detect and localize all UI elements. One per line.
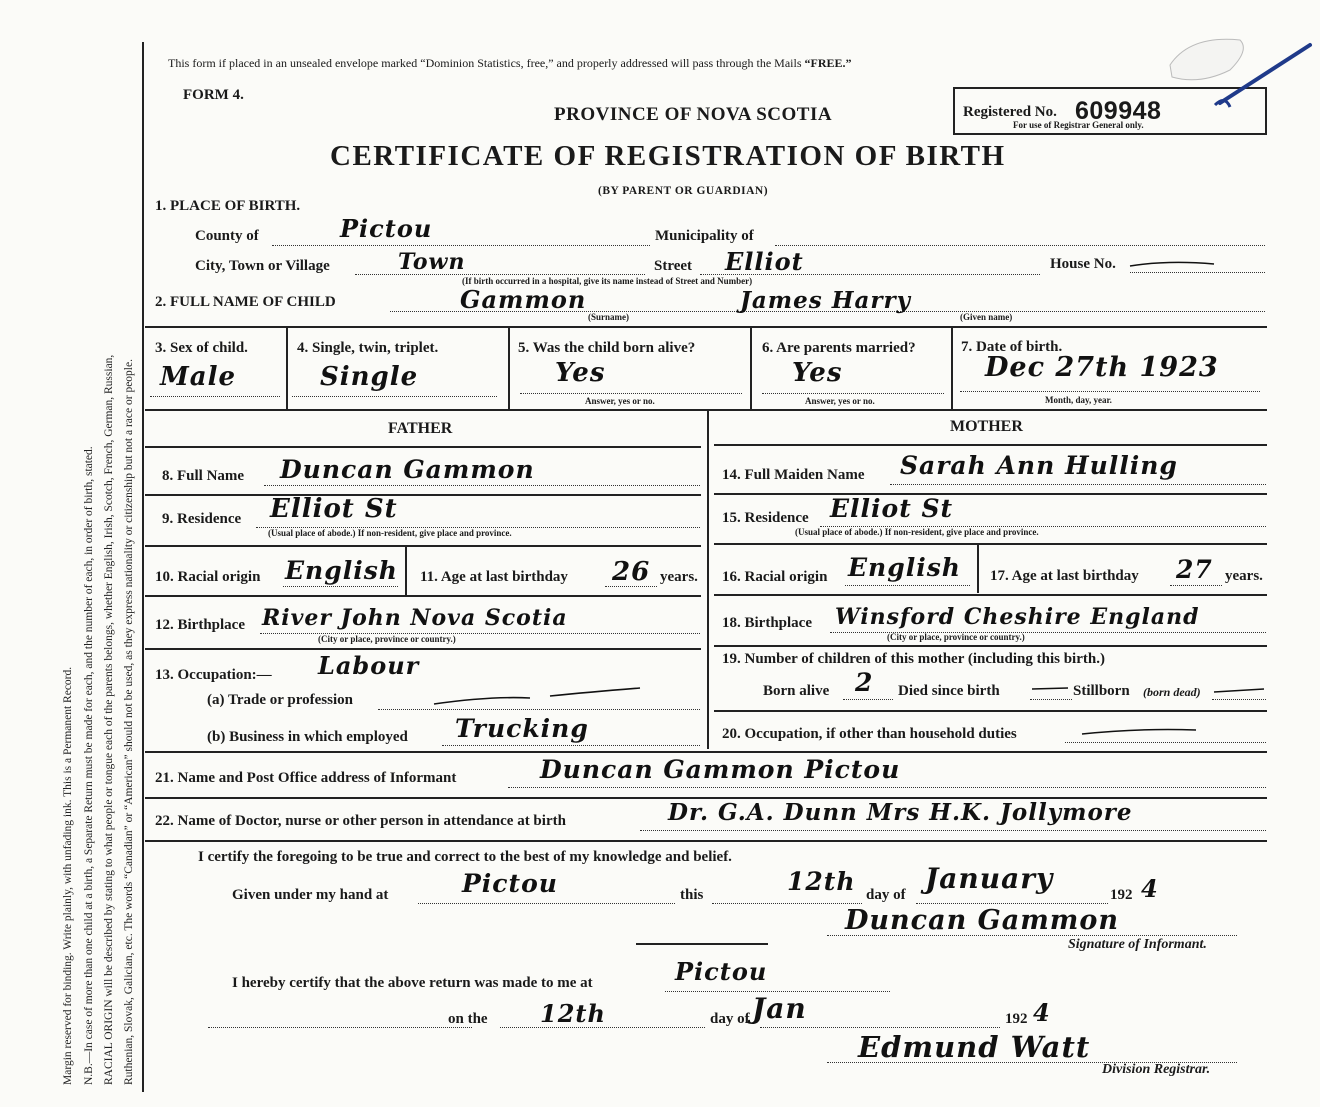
sex-value: Male — [160, 362, 237, 392]
registrar-month-value: Jan — [752, 992, 807, 1025]
father-birthplace-note: (City or place, province or country.) — [318, 634, 456, 644]
mother-residence-value: Elliot St — [830, 494, 954, 523]
child-surname-value: Gammon — [460, 285, 587, 314]
doctor-label: 22. Name of Doctor, nurse or other person in attendance at birth — [155, 813, 566, 829]
city-label: City, Town or Village — [195, 258, 330, 274]
registered-label: Registered No. — [963, 104, 1057, 120]
county-label: County of — [195, 228, 259, 244]
given-note: (Given name) — [960, 312, 1013, 322]
sex-label: 3. Sex of child. — [155, 340, 248, 356]
child-name-label: 2. FULL NAME OF CHILD — [155, 294, 336, 310]
mother-heading: MOTHER — [950, 418, 1023, 435]
occupation-label: 13. Occupation:— — [155, 667, 272, 683]
registrar-year-digit: 4 — [1033, 998, 1051, 1027]
registrar-day-value: 12th — [540, 999, 606, 1028]
mother-racial-value: English — [848, 553, 961, 582]
registrar-on-label: on the — [448, 1011, 488, 1027]
mother-racial-label: 16. Racial origin — [722, 569, 828, 585]
father-residence-value: Elliot St — [270, 494, 398, 524]
dob-value: Dec 27th 1923 — [985, 352, 1219, 383]
mother-name-label: 14. Full Maiden Name — [722, 467, 865, 483]
born-alive-label: Born alive — [763, 683, 830, 699]
given-month-value: January — [925, 862, 1054, 895]
father-birthplace-label: 12. Birthplace — [155, 617, 245, 633]
registrar-year-prefix: 192 — [1005, 1011, 1028, 1027]
child-given-value: James Harry — [740, 287, 911, 314]
mother-abode-note: (Usual place of abode.) If non-resident, give place and province. — [795, 527, 1039, 537]
ink-marks — [1160, 25, 1320, 115]
father-residence-label: 9. Residence — [162, 511, 242, 527]
house-label: House No. — [1050, 256, 1116, 272]
given-day-value: 12th — [787, 867, 856, 896]
mother-years-label: years. — [1225, 568, 1263, 584]
surname-note: (Surname) — [588, 312, 629, 322]
registrar-dayof-label: day of — [710, 1011, 750, 1027]
certify-text: I certify the foregoing to be true and correct to the best of my knowledge and belief. — [198, 849, 732, 865]
father-age-label: 11. Age at last birthday — [420, 569, 568, 585]
registrar-place-value: Pictou — [675, 957, 768, 986]
margin-racial-note: RACIAL ORIGIN will be described by stating to what people or tongue each of the parents belongs, whether English, Irish, Scotch, French, German, Russian, — [103, 354, 115, 1085]
trade-label: (a) Trade or profession — [207, 692, 353, 708]
occupation-value: Labour — [318, 651, 420, 680]
registrar-signature-caption: Division Registrar. — [1102, 1062, 1211, 1077]
dob-note: Month, day, year. — [1045, 395, 1112, 405]
place-section-label: 1. PLACE OF BIRTH. — [155, 198, 301, 214]
business-label: (b) Business in which employed — [207, 729, 408, 745]
given-dayof-label: day of — [866, 887, 906, 903]
mother-occupation-label: 20. Occupation, if other than household duties — [722, 726, 1017, 742]
mother-residence-label: 15. Residence — [722, 510, 809, 526]
certificate-title: CERTIFICATE OF REGISTRATION OF BIRTH — [330, 140, 1006, 172]
city-value: Town — [398, 249, 466, 275]
margin-nb-note: N.B.—In case of more than one child at a birth, a Separate Return must be made for each, and the number of each, in order of birth, stated. — [83, 446, 95, 1085]
children-count-label: 19. Number of children of this mother (including this birth.) — [722, 651, 1105, 667]
stillborn-label: Stillborn — [1073, 683, 1130, 699]
alive-note: Answer, yes or no. — [585, 396, 655, 406]
married-note: Answer, yes or no. — [805, 396, 875, 406]
informant-signature-caption: Signature of Informant. — [1068, 937, 1207, 952]
alive-label: 5. Was the child born alive? — [518, 340, 696, 356]
street-label: Street — [654, 258, 693, 274]
dob-label: 7. Date of birth. — [961, 339, 1063, 355]
margin-binding-note: Margin reserved for binding. Write plainly, with unfading ink. This is a Permanent Record. — [62, 666, 74, 1085]
plurality-label: 4. Single, twin, triplet. — [297, 340, 439, 356]
stillborn-note: (born dead) — [1143, 685, 1201, 699]
father-racial-value: English — [285, 556, 398, 585]
mother-birthplace-note: (City or place, province or country.) — [887, 632, 1025, 642]
mail-free: “FREE.” — [804, 56, 852, 70]
registrar-certify-text: I hereby certify that the above return was made to me at — [232, 975, 593, 991]
hospital-note: (If birth occurred in a hospital, give its name instead of Street and Number) — [462, 276, 753, 286]
born-alive-value: 2 — [855, 668, 874, 697]
this-label: this — [680, 887, 704, 903]
given-under-label: Given under my hand at — [232, 887, 389, 903]
registrar-signature: Edmund Watt — [858, 1030, 1091, 1064]
informant-label: 21. Name and Post Office address of Informant — [155, 770, 457, 786]
mother-name-value: Sarah Ann Hulling — [900, 451, 1178, 480]
married-value: Yes — [792, 358, 843, 388]
given-year-prefix: 192 — [1110, 887, 1133, 903]
father-name-label: 8. Full Name — [162, 468, 245, 484]
alive-value: Yes — [555, 358, 606, 388]
margin-rule — [142, 42, 144, 1092]
father-abode-note: (Usual place of abode.) If non-resident, give place and province. — [268, 528, 512, 538]
mother-age-value: 27 — [1176, 555, 1213, 584]
informant-signature: Duncan Gammon — [845, 905, 1119, 936]
given-place-value: Pictou — [462, 869, 558, 898]
street-value: Elliot — [725, 247, 804, 276]
plurality-value: Single — [320, 362, 419, 392]
father-years-label: years. — [660, 569, 698, 585]
mail-notice: This form if placed in an unsealed envelope marked “Dominion Statistics, free,” and properly addressed will pass through the Mails “FREE.” — [168, 56, 852, 70]
business-value: Trucking — [455, 714, 589, 743]
father-name-value: Duncan Gammon — [280, 455, 535, 484]
mother-age-label: 17. Age at last birthday — [990, 568, 1139, 584]
mother-birthplace-label: 18. Birthplace — [722, 615, 812, 631]
province-heading: PROVINCE OF NOVA SCOTIA — [554, 104, 833, 125]
form-number: FORM 4. — [183, 87, 244, 103]
father-birthplace-value: River John Nova Scotia — [262, 605, 568, 631]
given-year-digit: 4 — [1141, 874, 1159, 903]
married-label: 6. Are parents married? — [762, 340, 916, 356]
informant-value: Duncan Gammon Pictou — [540, 755, 901, 784]
father-racial-label: 10. Racial origin — [155, 569, 261, 585]
registrar-note: For use of Registrar General only. — [1013, 120, 1144, 130]
father-age-value: 26 — [612, 557, 651, 587]
county-value: Pictou — [340, 214, 433, 243]
certificate-subtitle: (BY PARENT OR GUARDIAN) — [598, 185, 769, 197]
died-since-birth-label: Died since birth — [898, 683, 1000, 699]
registered-number: 609948 — [1075, 97, 1162, 125]
municipality-label: Municipality of — [655, 228, 754, 244]
mother-birthplace-value: Winsford Cheshire England — [835, 604, 1200, 630]
doctor-value: Dr. G.A. Dunn Mrs H.K. Jollymore — [668, 799, 1133, 826]
margin-racial-note-2: Ruthenian, Slovak, Galician, etc. The words “Canadian” or “American” should not be used, as they express nationality or citizenship but not a race or people. — [123, 359, 135, 1085]
father-heading: FATHER — [388, 420, 453, 437]
